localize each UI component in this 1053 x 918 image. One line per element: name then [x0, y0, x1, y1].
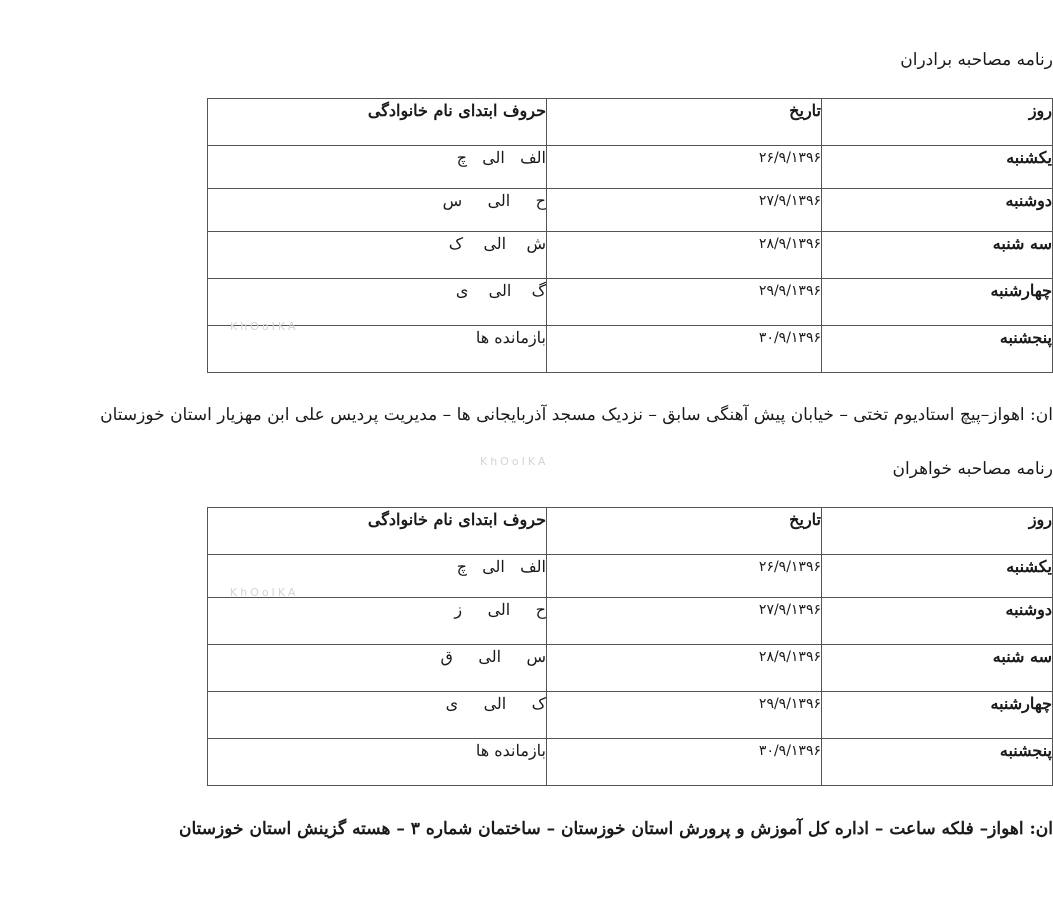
- letters-cell: س الی ق: [208, 645, 547, 692]
- day-cell: دوشنبه: [822, 189, 1053, 232]
- date-cell: ۲۸/۹/۱۳۹۶: [547, 645, 822, 692]
- table-row: [208, 326, 1053, 373]
- header-date: تاریخ: [547, 99, 822, 146]
- header-day: روز: [822, 508, 1053, 555]
- table-row: [208, 232, 1053, 279]
- letters-cell: ش الی ک: [208, 232, 547, 279]
- date-cell: ۲۶/۹/۱۳۹۶: [547, 146, 822, 189]
- brothers-schedule-table: [207, 98, 1053, 373]
- day-cell: چهارشنبه: [822, 692, 1053, 739]
- header-date: تاریخ: [547, 508, 822, 555]
- brothers-schedule-title: رنامه مصاحبه برادران: [900, 50, 1053, 70]
- date-cell: ۲۹/۹/۱۳۹۶: [547, 692, 822, 739]
- table-row: [208, 598, 1053, 645]
- letters-cell: ک الی ی: [208, 692, 547, 739]
- watermark-text: KhOoIKA: [480, 455, 549, 468]
- watermark-text: KhOoIKA: [230, 320, 299, 333]
- header-day: روز: [822, 99, 1053, 146]
- table-row: [208, 189, 1053, 232]
- day-cell: یکشنبه: [822, 555, 1053, 598]
- sisters-schedule-table: [207, 507, 1053, 786]
- sisters-interview-address: ان: اهواز– فلکه ساعت – اداره کل آموزش و پرورش استان خوزستان – ساختمان شماره ۳ – هسته گزینش استان خوزستان: [179, 819, 1053, 839]
- date-cell: ۲۶/۹/۱۳۹۶: [547, 555, 822, 598]
- date-cell: ۳۰/۹/۱۳۹۶: [547, 326, 822, 373]
- date-cell: ۲۷/۹/۱۳۹۶: [547, 189, 822, 232]
- day-cell: پنجشنبه: [822, 326, 1053, 373]
- header-surname-letters: حروف ابتدای نام خانوادگی: [208, 508, 547, 555]
- brothers-interview-address: ان: اهواز–پیچ استادیوم تختی – خیابان پیش آهنگی سابق – نزدیک مسجد آذربایجانی ها – مدیریت پردیس علی ابن مهزیار استان خوزستان: [100, 405, 1053, 425]
- table-row: [208, 146, 1053, 189]
- letters-cell: ح الی ز: [208, 598, 547, 645]
- day-cell: چهارشنبه: [822, 279, 1053, 326]
- sisters-schedule-title: رنامه مصاحبه خواهران: [892, 459, 1053, 479]
- day-cell: سه شنبه: [822, 232, 1053, 279]
- header-surname-letters: حروف ابتدای نام خانوادگی: [208, 99, 547, 146]
- table-row: [208, 692, 1053, 739]
- letters-cell: الف الی چ: [208, 555, 547, 598]
- table-header-row: [208, 508, 1053, 555]
- letters-cell: الف الی چ: [208, 146, 547, 189]
- letters-cell: گ الی ی: [208, 279, 547, 326]
- table-row: [208, 739, 1053, 786]
- date-cell: ۲۸/۹/۱۳۹۶: [547, 232, 822, 279]
- day-cell: پنجشنبه: [822, 739, 1053, 786]
- letters-cell: بازمانده ها: [208, 326, 547, 373]
- day-cell: سه شنبه: [822, 645, 1053, 692]
- letters-cell: بازمانده ها: [208, 739, 547, 786]
- day-cell: دوشنبه: [822, 598, 1053, 645]
- table-row: [208, 279, 1053, 326]
- table-row: [208, 555, 1053, 598]
- day-cell: یکشنبه: [822, 146, 1053, 189]
- table-row: [208, 645, 1053, 692]
- date-cell: ۲۷/۹/۱۳۹۶: [547, 598, 822, 645]
- date-cell: ۲۹/۹/۱۳۹۶: [547, 279, 822, 326]
- table-header-row: [208, 99, 1053, 146]
- letters-cell: ح الی س: [208, 189, 547, 232]
- watermark-text: KhOoIKA: [230, 586, 299, 599]
- date-cell: ۳۰/۹/۱۳۹۶: [547, 739, 822, 786]
